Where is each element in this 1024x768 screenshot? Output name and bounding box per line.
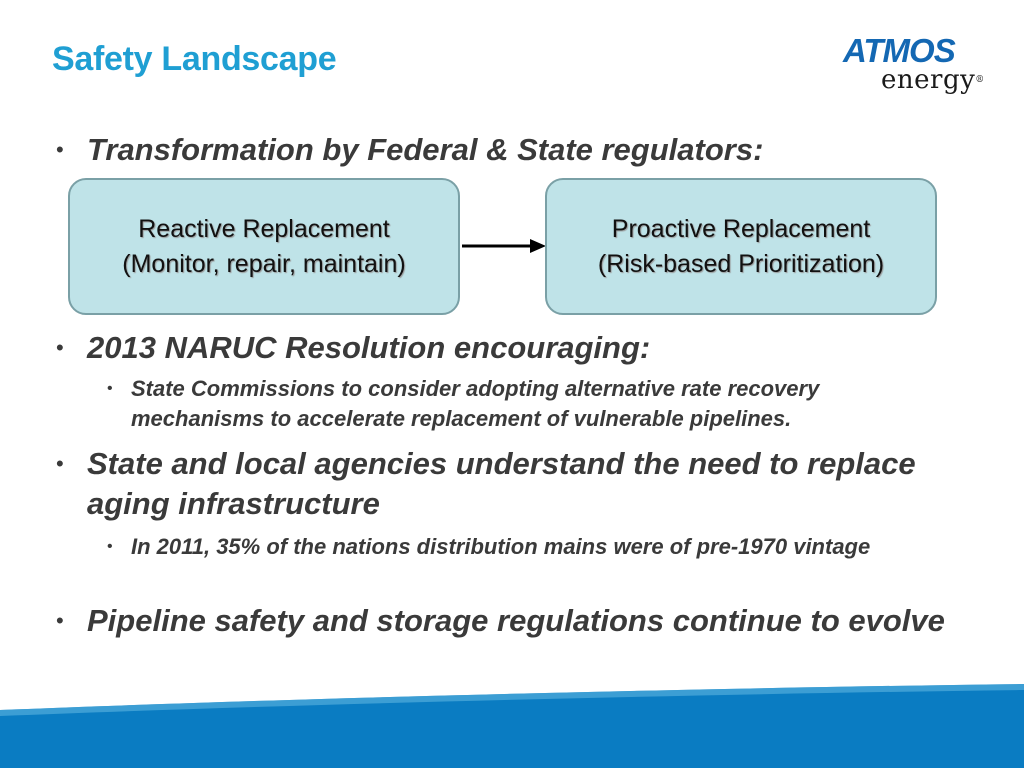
bullet-text: Pipeline safety and storage regulations continue to evolve (87, 603, 945, 638)
proactive-replacement-box (545, 178, 937, 315)
footer-wave-band (0, 680, 1024, 768)
transition-arrow-icon (462, 233, 546, 259)
logo-registered-mark: ® (975, 75, 985, 85)
sub-bullet-dot: • (107, 380, 113, 397)
logo-wordmark-atmos: ATMOS (843, 32, 955, 69)
reactive-box-subtitle: (Monitor, repair, maintain) (122, 249, 406, 278)
sub-bullet-text: In 2011, 35% of the nations distribution mains were of pre-1970 vintage (131, 534, 871, 559)
logo-energy-text: energy (881, 65, 976, 95)
sub-bullet-dot: • (107, 538, 113, 555)
bullet-text: Transformation by Federal & State regulators: (87, 132, 764, 167)
reactive-box-title: Reactive Replacement (138, 214, 390, 243)
proactive-box-title: Proactive Replacement (611, 214, 871, 243)
reactive-replacement-box (68, 178, 460, 315)
bullet-text: State and local agencies understand the need to replace aging infrastructure (87, 446, 916, 521)
sub-bullet-text: State Commissions to consider adopting alternative rate recovery mechanisms to accelerate replacement of vulnerable pipelines. (131, 376, 820, 431)
bullet-text: 2013 NARUC Resolution encouraging: (87, 330, 651, 365)
slide-title: Safety Landscape (52, 40, 337, 78)
logo-wordmark-energy (881, 66, 985, 94)
bullet-dot: • (56, 608, 64, 633)
bullet-dot: • (56, 335, 64, 360)
proactive-box-subtitle: (Risk-based Prioritization) (597, 249, 885, 278)
bullet-dot: • (56, 137, 64, 162)
atmos-energy-logo (843, 34, 985, 98)
bullet-dot: • (56, 451, 64, 476)
